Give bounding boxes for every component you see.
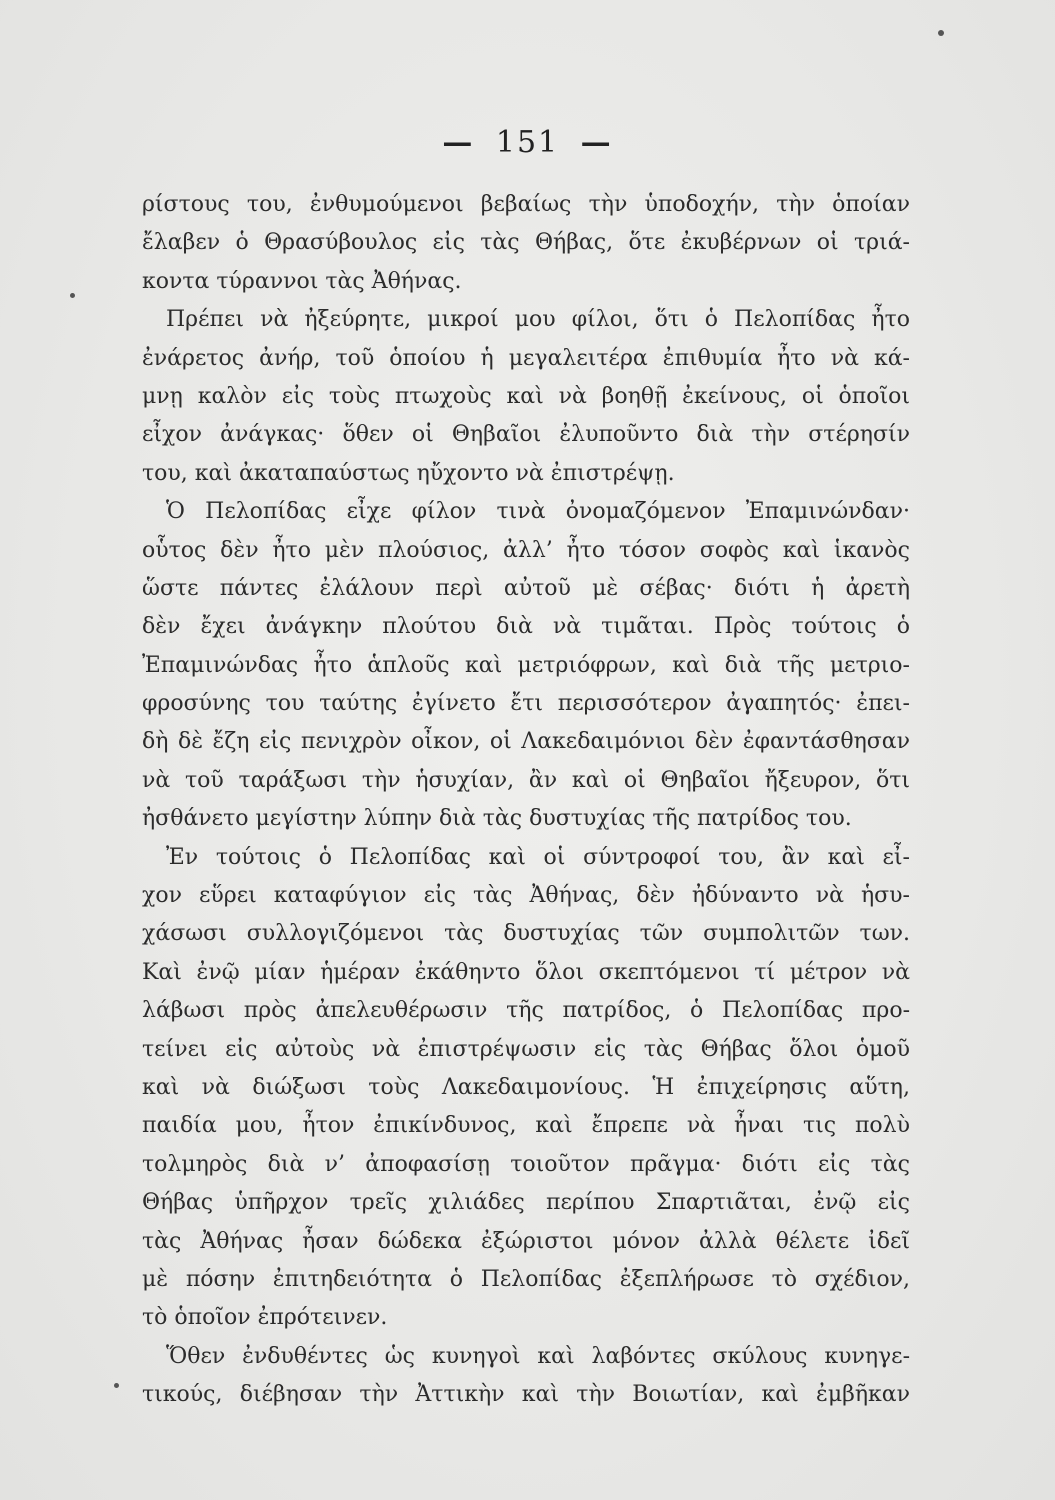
text-line: λάβωσι πρὸς ἀπελευθέρωσιν τῆς πατρίδος, ὁ Πελοπίδας προ-: [142, 998, 910, 1024]
text-line: χάσωσι συλλογιζόμενοι τὰς δυστυχίας τῶν συμπολιτῶν των.: [142, 921, 910, 947]
text-line: μνῃ καλὸν εἰς τοὺς πτωχοὺς καὶ νὰ βοηθῇ ἐκείνους, οἱ ὁποῖοι: [142, 383, 910, 409]
text-line: ἠσθάνετο μεγίστην λύπην διὰ τὰς δυστυχίας τῆς πατρίδος του.: [142, 806, 852, 832]
text-line: ὥστε πάντες ἐλάλουν περὶ αὐτοῦ μὲ σέβας· διότι ἡ ἀρετὴ: [142, 575, 910, 601]
text-line: Ὅθεν ἐνδυθέντες ὡς κυνηγοὶ καὶ λαβόντες σκύλους κυνηγε-: [166, 1343, 910, 1369]
text-line: τὰς Ἀθήνας ἦσαν δώδεκα ἐξώριστοι μόνον ἀλλὰ θέλετε ἰδεῖ: [142, 1228, 910, 1254]
text-line: μὲ πόσην ἐπιτηδειότητα ὁ Πελοπίδας ἐξεπλήρωσε τὸ σχέδιον,: [142, 1266, 910, 1292]
text-line: Πρέπει νὰ ἠξεύρητε, μικροί μου φίλοι, ὅτι ὁ Πελοπίδας ἦτο: [166, 307, 910, 333]
text-line: Ὁ Πελοπίδας εἶχε φίλον τινὰ ὀνομαζόμενον Ἐπαμινώνδαν·: [166, 499, 910, 525]
text-line: τείνει εἰς αὐτοὺς νὰ ἐπιστρέψωσιν εἰς τὰς Θήβας ὅλοι ὁμοῦ: [142, 1036, 910, 1062]
text-line: οὗτος δὲν ἦτο μὲν πλούσιος, ἀλλ’ ἦτο τόσον σοφὸς καὶ ἱκανὸς: [142, 537, 910, 563]
text-line: τικούς, διέβησαν τὴν Ἀττικὴν καὶ τὴν Βοιωτίαν, καὶ ἐμβῆκαν: [142, 1382, 910, 1408]
ink-speck: [938, 30, 944, 36]
text-line: Θήβας ὑπῆρχον τρεῖς χιλιάδες περίπου Σπαρτιᾶται, ἐνῷ εἰς: [142, 1190, 910, 1216]
page-number: 151: [495, 125, 560, 160]
text-line: Ἐν τούτοις ὁ Πελοπίδας καὶ οἱ σύντροφοί του, ἂν καὶ εἶ-: [166, 844, 910, 870]
text-line: του, καὶ ἀκαταπαύστως ηὔχοντο νὰ ἐπιστρέψῃ.: [142, 460, 675, 486]
ink-speck: [70, 293, 75, 298]
text-line: Καὶ ἐνῷ μίαν ἡμέραν ἐκάθηντο ὅλοι σκεπτόμενοι τί μέτρον νὰ: [142, 959, 910, 985]
ink-speck: [114, 1383, 119, 1388]
text-line: εἶχον ἀνάγκας· ὅθεν οἱ Θηβαῖοι ἐλυποῦντο διὰ τὴν στέρησίν: [142, 422, 910, 448]
page-number-dash-left: —: [442, 125, 475, 160]
text-line: δὴ δὲ ἔζη εἰς πενιχρὸν οἶκον, οἱ Λακεδαιμόνιοι δὲν ἐφαντάσθησαν: [142, 729, 910, 755]
text-line: φροσύνης του ταύτης ἐγίνετο ἔτι περισσότερον ἀγαπητός· ἐπει-: [142, 691, 910, 717]
text-line: τολμηρὸς διὰ ν’ ἀποφασίσῃ τοιοῦτον πρᾶγμα· διότι εἰς τὰς: [142, 1151, 910, 1177]
text-line: Ἐπαμινώνδας ἦτο ἁπλοῦς καὶ μετριόφρων, καὶ διὰ τῆς μετριο-: [142, 652, 910, 678]
text-line: κοντα τύραννοι τὰς Ἀθήνας.: [142, 268, 462, 294]
text-line: καὶ νὰ διώξωσι τοὺς Λακεδαιμονίους. Ἡ ἐπιχείρησις αὕτη,: [142, 1074, 910, 1100]
text-line: ρίστους του, ἐνθυμούμενοι βεβαίως τὴν ὑποδοχήν, τὴν ὁποίαν: [142, 192, 910, 217]
text-line: ἔλαβεν ὁ Θρασύβουλος εἰς τὰς Θήβας, ὅτε ἐκυβέρνων οἱ τριά-: [142, 230, 910, 256]
page-number-dash-right: —: [580, 125, 613, 160]
text-line: χον εὕρει καταφύγιον εἰς τὰς Ἀθήνας, δὲν ἠδύναντο νὰ ἡσυ-: [142, 883, 910, 909]
body-text: [142, 186, 910, 1415]
page-number-header: [0, 125, 1055, 160]
text-line: παιδία μου, ἦτον ἐπικίνδυνος, καὶ ἔπρεπε νὰ ἦναι τις πολὺ: [142, 1113, 910, 1139]
text-line: τὸ ὁποῖον ἐπρότεινεν.: [142, 1305, 388, 1331]
text-line: ἐνάρετος ἀνήρ, τοῦ ὁποίου ἡ μεγαλειτέρα ἐπιθυμία ἦτο νὰ κά-: [142, 345, 910, 371]
text-line: νὰ τοῦ ταράξωσι τὴν ἡσυχίαν, ἂν καὶ οἱ Θηβαῖοι ἤξευρον, ὅτι: [142, 767, 910, 793]
text-line: δὲν ἔχει ἀνάγκην πλούτου διὰ νὰ τιμᾶται. Πρὸς τούτοις ὁ: [142, 614, 910, 640]
